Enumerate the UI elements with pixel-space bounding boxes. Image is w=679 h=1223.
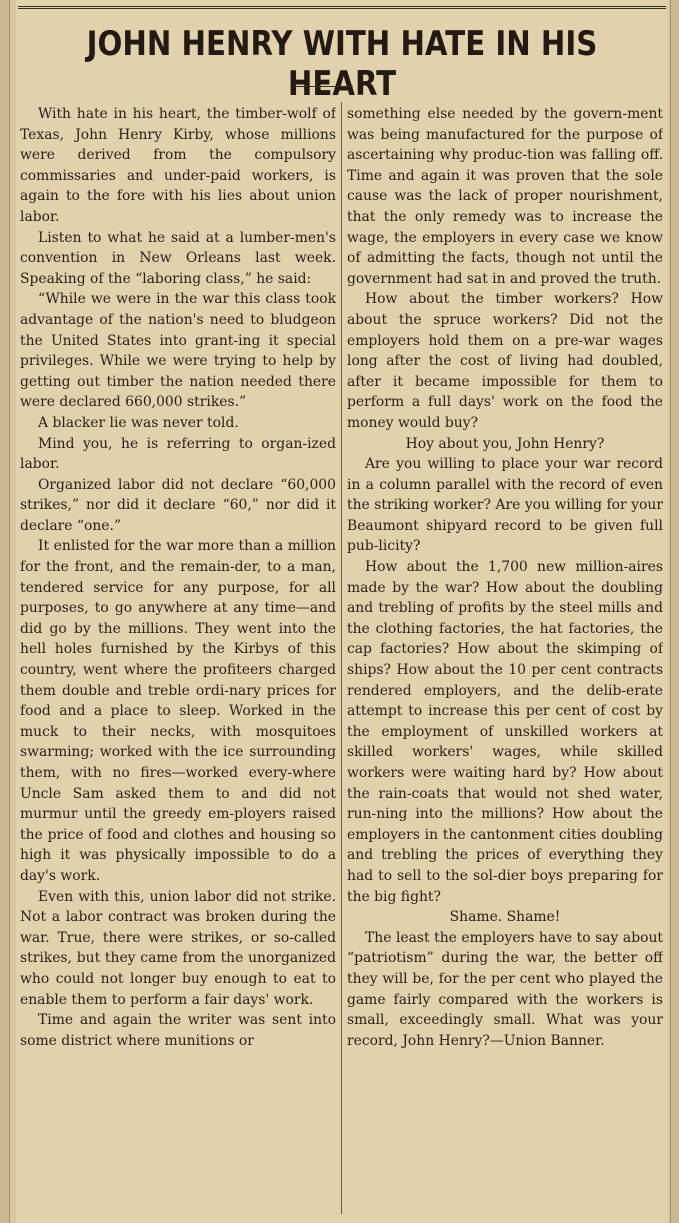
- paragraph: something else needed by the govern-ment was being manufactured for the purpose of ascertaining why produc-tion was falling off. Time and again it was proven that the sole cause was the lack of proper nourishment, that the only remedy was to increase the wage, the employers in every case we know of admitting the facts, though not until the government had sat in and proved the truth.: [347, 106, 663, 287]
- paragraph: It enlisted for the war more than a million for the front, and the remain-der, to a man, tendered service for any purpose, for all purposes, to go anywhere at any time—and did go by the millions. They went into the hell holes furnished by the Kirbys of this country, went where the profiteers charged them double and treble ordi-nary prices for food and a place to sleep. Worked in the muck to their necks, with mosquitoes swarming; worked with the ice surrounding them, with no fires—worked every-where Uncle Sam asked them to and did not murmur until the greedy em-ployers raised the price of food and clothes and housing so high it was physically impossible to do a day's work.: [20, 538, 336, 884]
- paragraph: Are you willing to place your war record in a column parallel with the record of even the striking worker? Are you willing for your Beaumont shipyard record to be given full pub-licity?: [347, 456, 663, 555]
- paragraph: Even with this, union labor did not strike. Not a labor contract was broken during the war. True, there were strikes, or so-called strikes, but they came from the unorganized who could not longer buy enough to eat to enable them to perform a fair days' work.: [20, 888, 336, 1008]
- paragraph: Shame. Shame!: [449, 909, 561, 926]
- top-rule: [18, 6, 666, 9]
- paragraph: Time and again the writer was sent into some district where munitions or: [20, 1012, 336, 1049]
- paragraph: How about the 1,700 new million-aires made by the war? How about the doubling and trebling of profits by the steel mills and the clothing factories, the hat factories, the cap factories? How about the skimping of ships? How about the 10 per cent contracts rendered employers, and the delib-erate attempt to increase this per cent of cost by the employment of unskilled workers at skilled workers' wages, while skilled workers were waiting hard by? How about the rain-coats that would not shed water, run-ning into the millions? How about the employers in the cantonment cities doubling and trebling the prices of everything they had to sell to the sol-dier boys preparing for the big fight?: [347, 559, 663, 905]
- paragraph: Mind you, he is referring to organ-ized labor.: [20, 435, 336, 473]
- paragraph: Listen to what he said at a lumber-men's convention in New Orleans last week. Speaking of the “laboring class,” he said:: [20, 229, 336, 287]
- page-edge-right: [670, 0, 679, 1223]
- headline-rule: [293, 86, 353, 87]
- paragraph: A blacker lie was never told.: [38, 414, 239, 431]
- newspaper-article: [16, 0, 668, 1223]
- paragraph: How about the timber workers? How about the spruce workers? Did not the employers hold them on a pre-war wages long after the cost of living had doubled, after it became impossible for them to perform a full days' work on the food the money would buy?: [347, 291, 663, 431]
- paragraph: Hoy about you, John Henry?: [405, 435, 605, 452]
- paragraph: With hate in his heart, the timber-wolf of Texas, John Henry Kirby, whose millions were derived from the compulsory commissaries and under-paid workers, is again to the fore with his lies about union labor.: [20, 106, 336, 225]
- headline: JOHN HENRY WITH HATE IN HIS HEART: [86, 24, 598, 104]
- paragraph: Organized labor did not declare “60,000 strikes,” nor did it declare “60,” nor did it declare “one.”: [20, 476, 336, 534]
- paragraph: “While we were in the war this class took advantage of the nation's need to bludgeon the United States into grant-ing it special privileges. While we were trying to help by getting out timber the nation needed there were declared 660,000 strikes.”: [20, 291, 336, 411]
- paragraph: The least the employers have to say about “patriotism” during the war, the better off they will be, for the per cent who played the game fairly compared with the workers is small, exceedingly small. What was your record, John Henry?—Union Banner.: [347, 929, 663, 1049]
- left-column: [20, 104, 336, 1212]
- right-column: [347, 104, 663, 1212]
- column-divider: [341, 102, 342, 1214]
- page-edge-left: [0, 0, 10, 1223]
